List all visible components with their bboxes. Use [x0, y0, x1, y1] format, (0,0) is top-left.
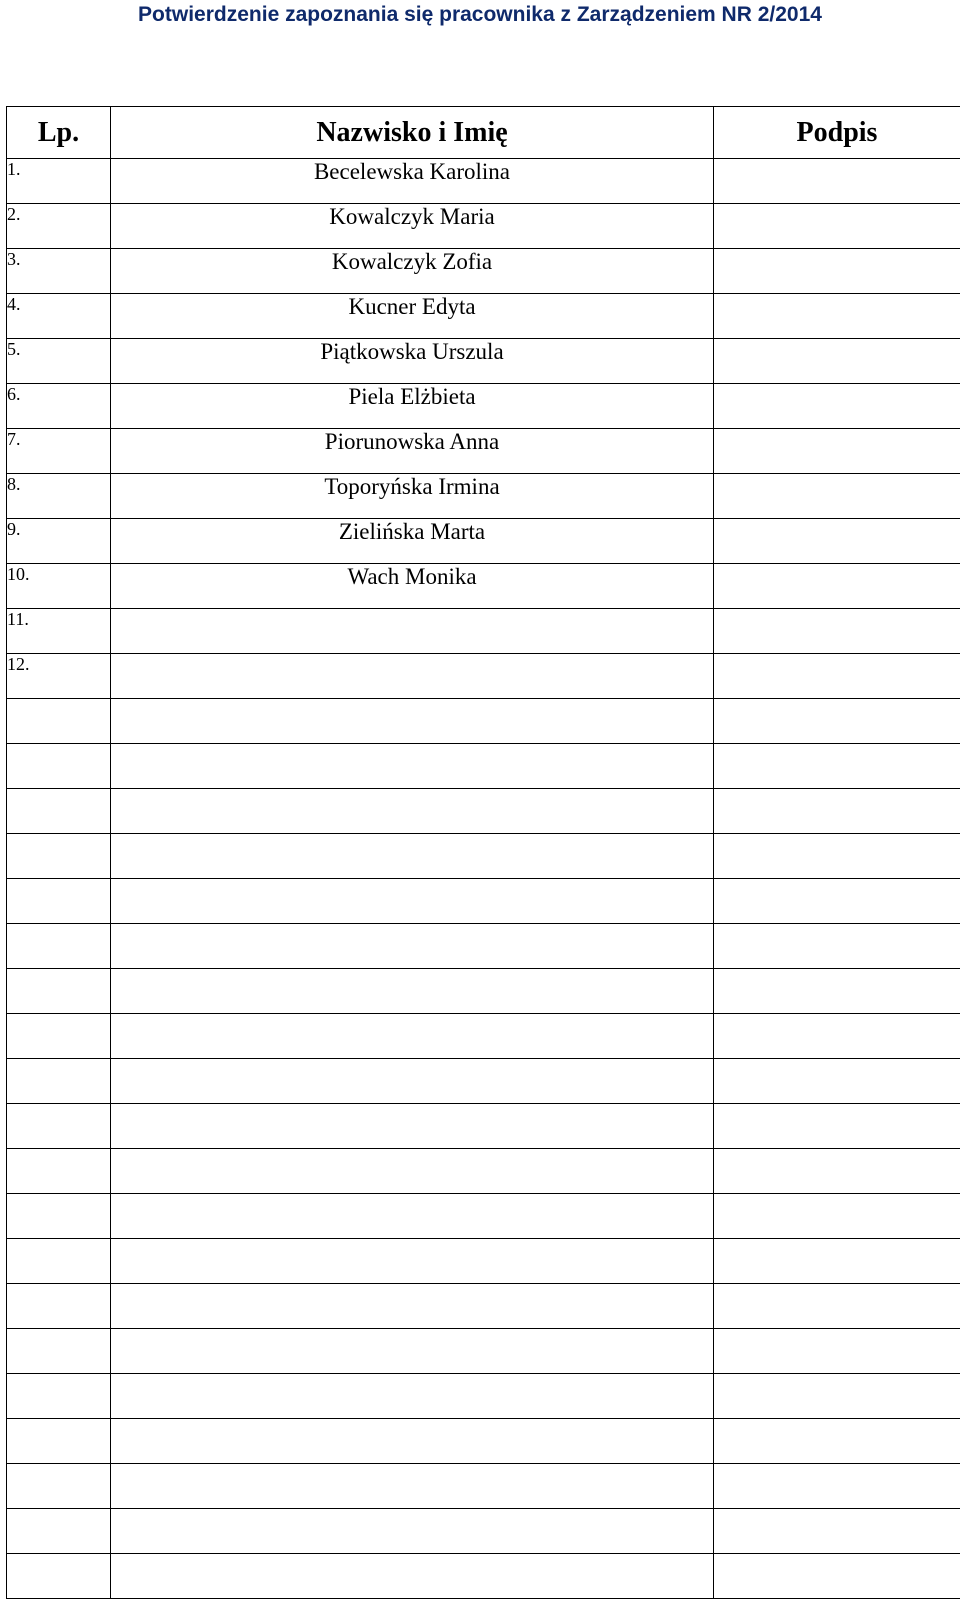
employee-name-cell	[111, 1239, 714, 1284]
signature-cell	[714, 609, 960, 654]
employee-name-cell	[111, 834, 714, 879]
row-number-cell	[7, 1464, 111, 1509]
signature-cell	[714, 1239, 960, 1284]
signature-cell	[714, 1419, 960, 1464]
table-row	[7, 1239, 960, 1284]
employee-name-cell: Zielińska Marta	[111, 519, 714, 564]
row-number-cell	[7, 1239, 111, 1284]
table-row	[7, 1149, 960, 1194]
signature-cell	[714, 879, 960, 924]
table-row	[7, 1329, 960, 1374]
table-row	[7, 384, 960, 429]
employee-name-cell	[111, 1374, 714, 1419]
signature-cell	[714, 339, 960, 384]
employee-name-cell: Wach Monika	[111, 564, 714, 609]
row-number-cell	[7, 744, 111, 789]
employee-name-cell	[111, 1554, 714, 1599]
row-number-cell: 7.	[7, 429, 111, 474]
row-number-cell	[7, 1194, 111, 1239]
signature-cell	[714, 834, 960, 879]
row-number-cell: 3.	[7, 249, 111, 294]
signature-cell	[714, 384, 960, 429]
row-number-cell	[7, 1554, 111, 1599]
row-number-cell: 5.	[7, 339, 111, 384]
table-header-row	[7, 107, 960, 159]
row-number-cell: 10.	[7, 564, 111, 609]
employee-name-cell	[111, 924, 714, 969]
signature-cell	[714, 1374, 960, 1419]
signature-cell	[714, 1014, 960, 1059]
table-row	[7, 1194, 960, 1239]
employee-name-cell: Kowalczyk Zofia	[111, 249, 714, 294]
signature-table	[6, 106, 960, 1599]
table-row	[7, 1509, 960, 1554]
employee-name-cell: Toporyńska Irmina	[111, 474, 714, 519]
employee-name-cell	[111, 1104, 714, 1149]
row-number-cell	[7, 924, 111, 969]
signature-cell	[714, 1104, 960, 1149]
employee-name-cell	[111, 1329, 714, 1374]
row-number-cell	[7, 834, 111, 879]
employee-name-cell: Piela Elżbieta	[111, 384, 714, 429]
table-row	[7, 879, 960, 924]
table-row	[7, 1014, 960, 1059]
employee-name-cell	[111, 969, 714, 1014]
signature-cell	[714, 699, 960, 744]
table-row	[7, 294, 960, 339]
signature-cell	[714, 159, 960, 204]
employee-name-cell: Becelewska Karolina	[111, 159, 714, 204]
signature-cell	[714, 789, 960, 834]
table-row	[7, 744, 960, 789]
signature-cell	[714, 924, 960, 969]
row-number-cell	[7, 879, 111, 924]
header-name: Nazwisko i Imię	[111, 107, 714, 159]
page-title: Potwierdzenie zapoznania się pracownika z Zarządzeniem NR 2/2014	[0, 0, 960, 30]
signature-cell	[714, 1194, 960, 1239]
row-number-cell: 11.	[7, 609, 111, 654]
row-number-cell	[7, 699, 111, 744]
signature-cell	[714, 654, 960, 699]
signature-cell	[714, 1509, 960, 1554]
signature-cell	[714, 1329, 960, 1374]
row-number-cell	[7, 1104, 111, 1149]
employee-name-cell: Piątkowska Urszula	[111, 339, 714, 384]
table-row	[7, 474, 960, 519]
row-number-cell	[7, 1329, 111, 1374]
row-number-cell: 1.	[7, 159, 111, 204]
table-row	[7, 834, 960, 879]
employee-name-cell	[111, 1014, 714, 1059]
signature-cell	[714, 519, 960, 564]
employee-name-cell	[111, 744, 714, 789]
table-row	[7, 159, 960, 204]
table-row	[7, 429, 960, 474]
table-row	[7, 1419, 960, 1464]
employee-name-cell	[111, 1419, 714, 1464]
signature-cell	[714, 1554, 960, 1599]
row-number-cell: 12.	[7, 654, 111, 699]
row-number-cell	[7, 1509, 111, 1554]
table-row	[7, 924, 960, 969]
table-row	[7, 699, 960, 744]
table-row	[7, 204, 960, 249]
row-number-cell	[7, 1419, 111, 1464]
row-number-cell: 8.	[7, 474, 111, 519]
table-row	[7, 654, 960, 699]
table-row	[7, 1464, 960, 1509]
table-row	[7, 1374, 960, 1419]
table-row	[7, 609, 960, 654]
signature-cell	[714, 1284, 960, 1329]
row-number-cell: 6.	[7, 384, 111, 429]
employee-name-cell: Kucner Edyta	[111, 294, 714, 339]
employee-name-cell	[111, 609, 714, 654]
row-number-cell	[7, 789, 111, 834]
row-number-cell	[7, 1149, 111, 1194]
employee-name-cell	[111, 1509, 714, 1554]
signature-cell	[714, 429, 960, 474]
table-row	[7, 564, 960, 609]
employee-name-cell	[111, 879, 714, 924]
row-number-cell: 4.	[7, 294, 111, 339]
signature-cell	[714, 474, 960, 519]
row-number-cell: 9.	[7, 519, 111, 564]
employee-name-cell	[111, 1284, 714, 1329]
table-row	[7, 339, 960, 384]
table-row	[7, 519, 960, 564]
row-number-cell	[7, 969, 111, 1014]
signature-cell	[714, 204, 960, 249]
table-row	[7, 789, 960, 834]
signature-cell	[714, 294, 960, 339]
employee-name-cell	[111, 789, 714, 834]
row-number-cell	[7, 1284, 111, 1329]
signature-cell	[714, 1149, 960, 1194]
table-row	[7, 249, 960, 294]
table-row	[7, 1104, 960, 1149]
table-row	[7, 969, 960, 1014]
row-number-cell: 2.	[7, 204, 111, 249]
header-lp: Lp.	[7, 107, 111, 159]
employee-name-cell	[111, 1059, 714, 1104]
employee-name-cell: Kowalczyk Maria	[111, 204, 714, 249]
employee-name-cell	[111, 1149, 714, 1194]
table-body	[7, 159, 960, 1599]
signature-cell	[714, 744, 960, 789]
table-row	[7, 1554, 960, 1599]
signature-cell	[714, 249, 960, 294]
employee-name-cell	[111, 654, 714, 699]
row-number-cell	[7, 1014, 111, 1059]
signature-cell	[714, 1059, 960, 1104]
row-number-cell	[7, 1374, 111, 1419]
table-row	[7, 1059, 960, 1104]
employee-name-cell	[111, 699, 714, 744]
signature-cell	[714, 1464, 960, 1509]
row-number-cell	[7, 1059, 111, 1104]
employee-name-cell: Piorunowska Anna	[111, 429, 714, 474]
employee-name-cell	[111, 1194, 714, 1239]
header-signature: Podpis	[714, 107, 960, 159]
signature-cell	[714, 969, 960, 1014]
signature-cell	[714, 564, 960, 609]
table-row	[7, 1284, 960, 1329]
employee-name-cell	[111, 1464, 714, 1509]
